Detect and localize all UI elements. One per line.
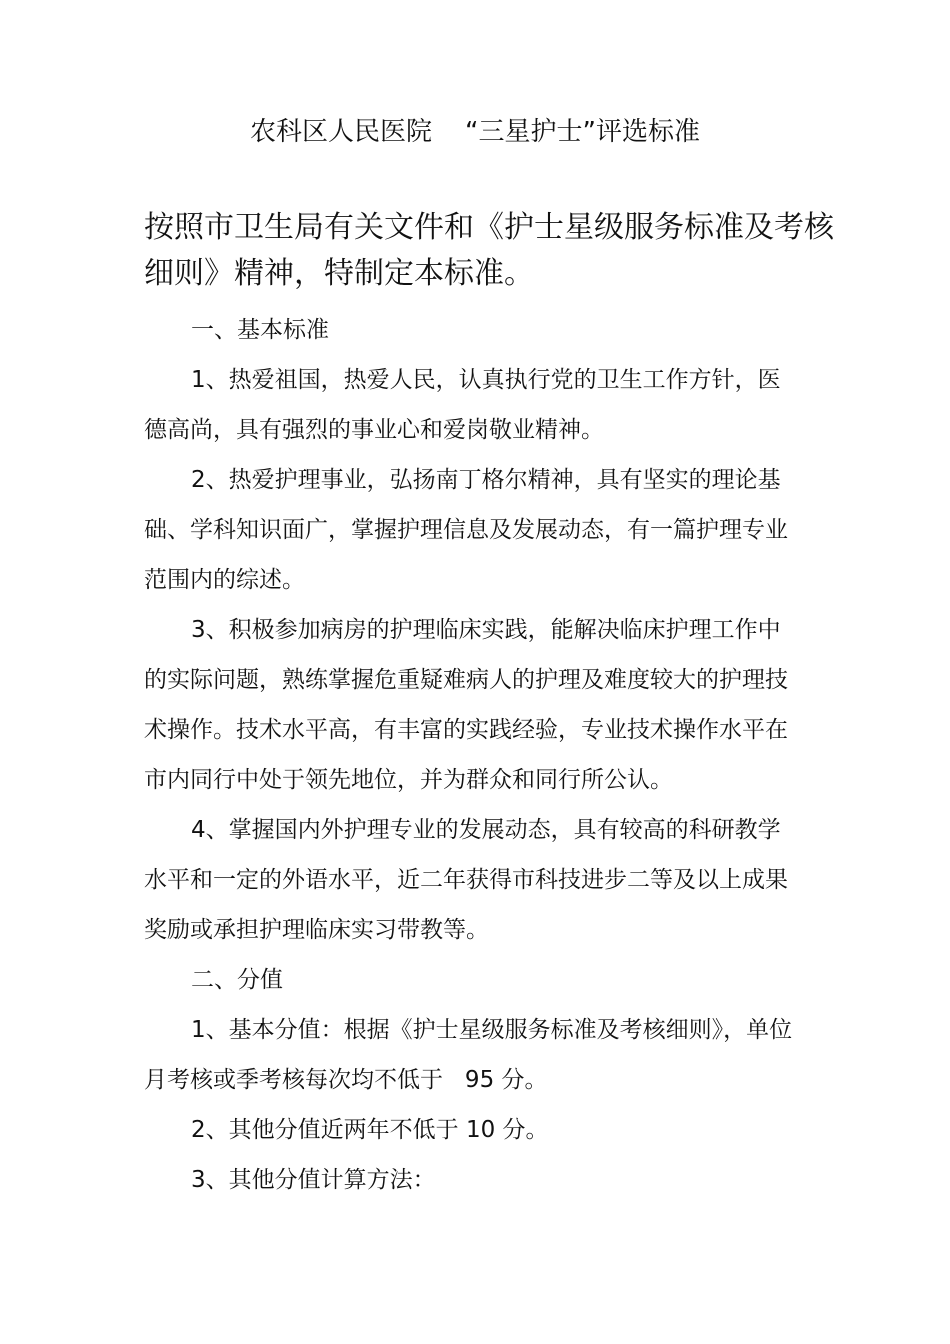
score-item-2: 2、其他分值近两年不低于 10 分。: [191, 1117, 549, 1143]
section-heading-score: 二、分值: [191, 967, 283, 993]
section-heading-basic: 一、基本标准: [191, 317, 329, 343]
intro-line: 按照市卫生局有关文件和《护士星级服务标准及考核: [144, 210, 834, 245]
basic-standard-item-4: 4、掌握国内外护理专业的发展动态，具有较高的科研教学 水平和一定的外语水平，近二年获得市科技进步二等及以上成果 奖励或承担护理临床实习带教等。: [144, 817, 788, 943]
score-item-3: 3、其他分值计算方法：: [191, 1167, 436, 1193]
document-title: 农科区人民医院 “三星护士”评选标准: [250, 117, 700, 147]
basic-standard-item-1: 1、热爱祖国，热爱人民，认真执行党的卫生工作方针，医 德高尚，具有强烈的事业心和爱岗敬业精神。: [144, 367, 781, 443]
intro-line: 细则》精神，特制定本标准。: [144, 256, 534, 291]
score-item-1: 1、基本分值：根据《护士星级服务标准及考核细则》，单位 月考核或季考核每次均不低于 95 分。: [144, 1017, 793, 1093]
basic-standard-item-3: 3、积极参加病房的护理临床实践，能解决临床护理工作中 的实际问题，熟练掌握危重疑难病人的护理及难度较大的护理技 术操作。技术水平高，有丰富的实践经验，专业技术操作水平在 市内同行中处于领先地位，并为群众和同行所公认。: [144, 617, 788, 793]
intro-paragraph: [144, 205, 834, 297]
basic-standard-item-2: 2、热爱护理事业，弘扬南丁格尔精神，具有坚实的理论基 础、学科知识面广，掌握护理信息及发展动态，有一篇护理专业 范围内的综述。: [144, 467, 788, 593]
